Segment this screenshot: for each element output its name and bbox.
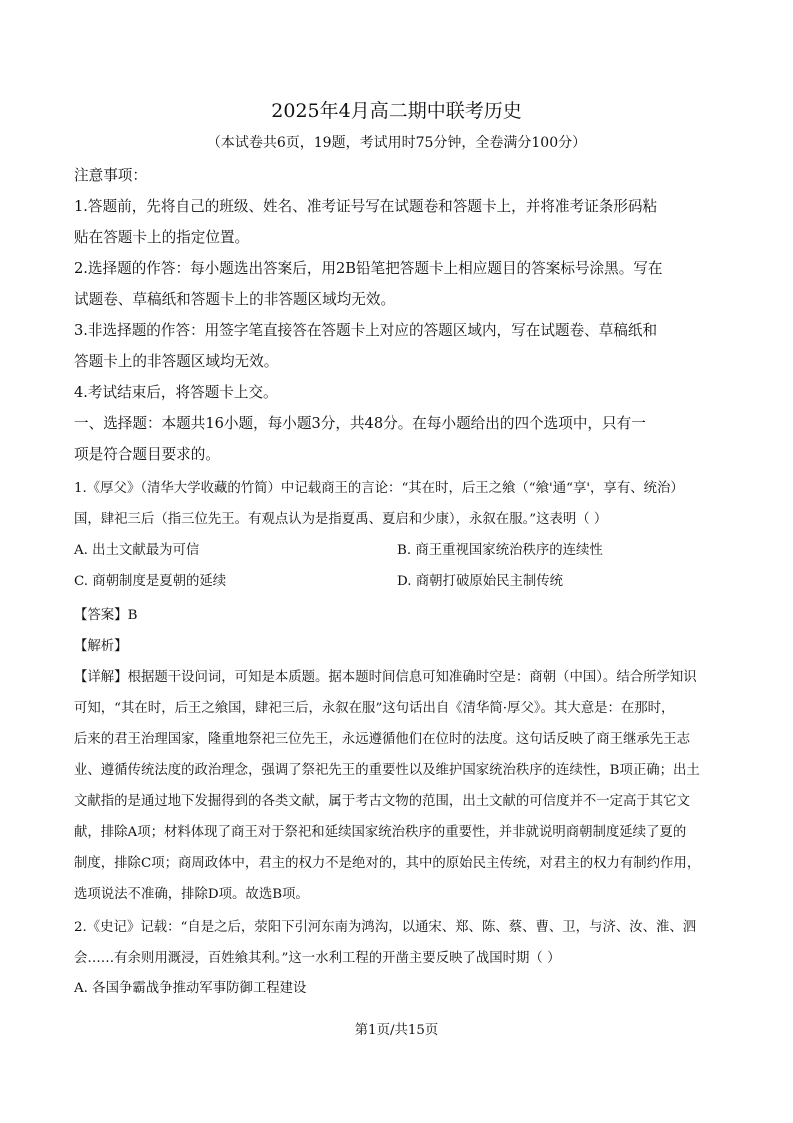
notice-heading: 注意事项： xyxy=(74,167,147,184)
q1-option-c: C. 商朝制度是夏朝的延续 xyxy=(74,574,227,589)
q1-stem-line: 国，肆祀三后（指三位先王。有观点认为是指夏禹、夏启和少康），永叙在服。”这表明（ ） xyxy=(74,512,608,527)
page-subtitle: （本试卷共6页，19题，考试用时75分钟，全卷满分100分） xyxy=(206,135,587,151)
q1-detail-line: 文献指的是通过地下发掘得到的各类文献，属于考古文物的范围，出土文献的可信度并不一定高于其它文 xyxy=(74,794,690,809)
q1-analysis-label: 【解析】 xyxy=(74,639,128,654)
q1-option-b: B. 商王重视国家统治秩序的连续性 xyxy=(397,543,603,558)
section-heading: 一、选择题：本题共16小题，每小题3分，共48分。在每小题给出的四个选项中，只有一 xyxy=(74,415,646,432)
page-footer: 第1页/共15页 xyxy=(354,1023,439,1038)
q1-detail-line: 业、遵循传统法度的政治理念，强调了祭祀先王的重要性以及维护国家统治秩序的连续性，B项正确；出土 xyxy=(74,763,700,778)
notice-line: 贴在答题卡上的指定位置。 xyxy=(74,229,250,246)
section-heading: 项是符合题目要求的。 xyxy=(74,446,220,463)
q1-option-a: A. 出土文献最为可信 xyxy=(74,543,200,558)
q2-stem-line: 会……有余则用溉浸，百姓飨其利。”这一水利工程的开凿主要反映了战国时期（ ） xyxy=(74,951,561,966)
notice-line: 4.考试结束后，将答题卡上交。 xyxy=(74,384,278,401)
q1-detail-line: 制度，排除C项；商周政体中，君主的权力不是绝对的，其中的原始民主传统，对君主的权力有制约作用， xyxy=(74,856,701,871)
q1-detail-line xyxy=(74,666,734,690)
detail-label: 【详解】 xyxy=(74,670,128,685)
answer-label: 【答案】 xyxy=(74,608,128,623)
notice-line: 1.答题前，先将自己的班级、姓名、准考证号写在试题卷和答题卡上，并将准考证条形码粘 xyxy=(74,198,658,215)
q1-detail-line: 选项说法不准确，排除D项。故选B项。 xyxy=(74,887,309,902)
q1-stem-line: 1.《厚父》（清华大学收藏的竹简）中记载商王的言论：“其在时，后王之飨（“飨'通“享'，享有、统治） xyxy=(74,481,684,496)
q2-stem-line: 2.《史记》记载：“自是之后，荥阳下引河东南为鸿沟，以通宋、郑、陈、蔡、曹、卫，与济、汝、淮、泗 xyxy=(74,920,697,935)
notice-line: 答题卡上的非答题区域均无效。 xyxy=(74,353,279,370)
q1-detail-line: 后来的君王治理国家，隆重地祭祀三位先王，永远遵循他们在位时的法度。这句话反映了商王继承先王志 xyxy=(74,732,690,747)
q1-option-d: D. 商朝打破原始民主制传统 xyxy=(397,574,564,589)
detail-text: 根据题干设问词，可知是本质题。据本题时间信息可知准确时空是：商朝（中国）。结合所学知识 xyxy=(127,670,697,685)
q1-detail-line: 献，排除A项；材料体现了商王对于祭祀和延续国家统治秩序的重要性，并非就说明商朝制度延续了夏的 xyxy=(74,825,687,840)
q1-answer xyxy=(74,604,734,628)
page-title: 2025年4月高二期中联考历史 xyxy=(271,100,522,122)
notice-line: 试题卷、草稿纸和答题卡上的非答题区域均无效。 xyxy=(74,291,396,308)
q1-detail-line: 可知，“其在时，后王之飨国，肆祀三后，永叙在服”这句话出自《清华简·厚父》。其大意是：在那时， xyxy=(74,701,675,716)
notice-line: 2.选择题的作答：每小题选出答案后，用2B铅笔把答题卡上相应题目的答案标号涂黑。写在 xyxy=(74,260,663,277)
answer-value: B xyxy=(127,608,138,623)
q2-option-a: A. 各国争霸战争推动军事防御工程建设 xyxy=(74,981,307,996)
notice-line: 3.非选择题的作答：用签字笔直接答在答题卡上对应的答题区域内，写在试题卷、草稿纸和 xyxy=(74,322,658,339)
